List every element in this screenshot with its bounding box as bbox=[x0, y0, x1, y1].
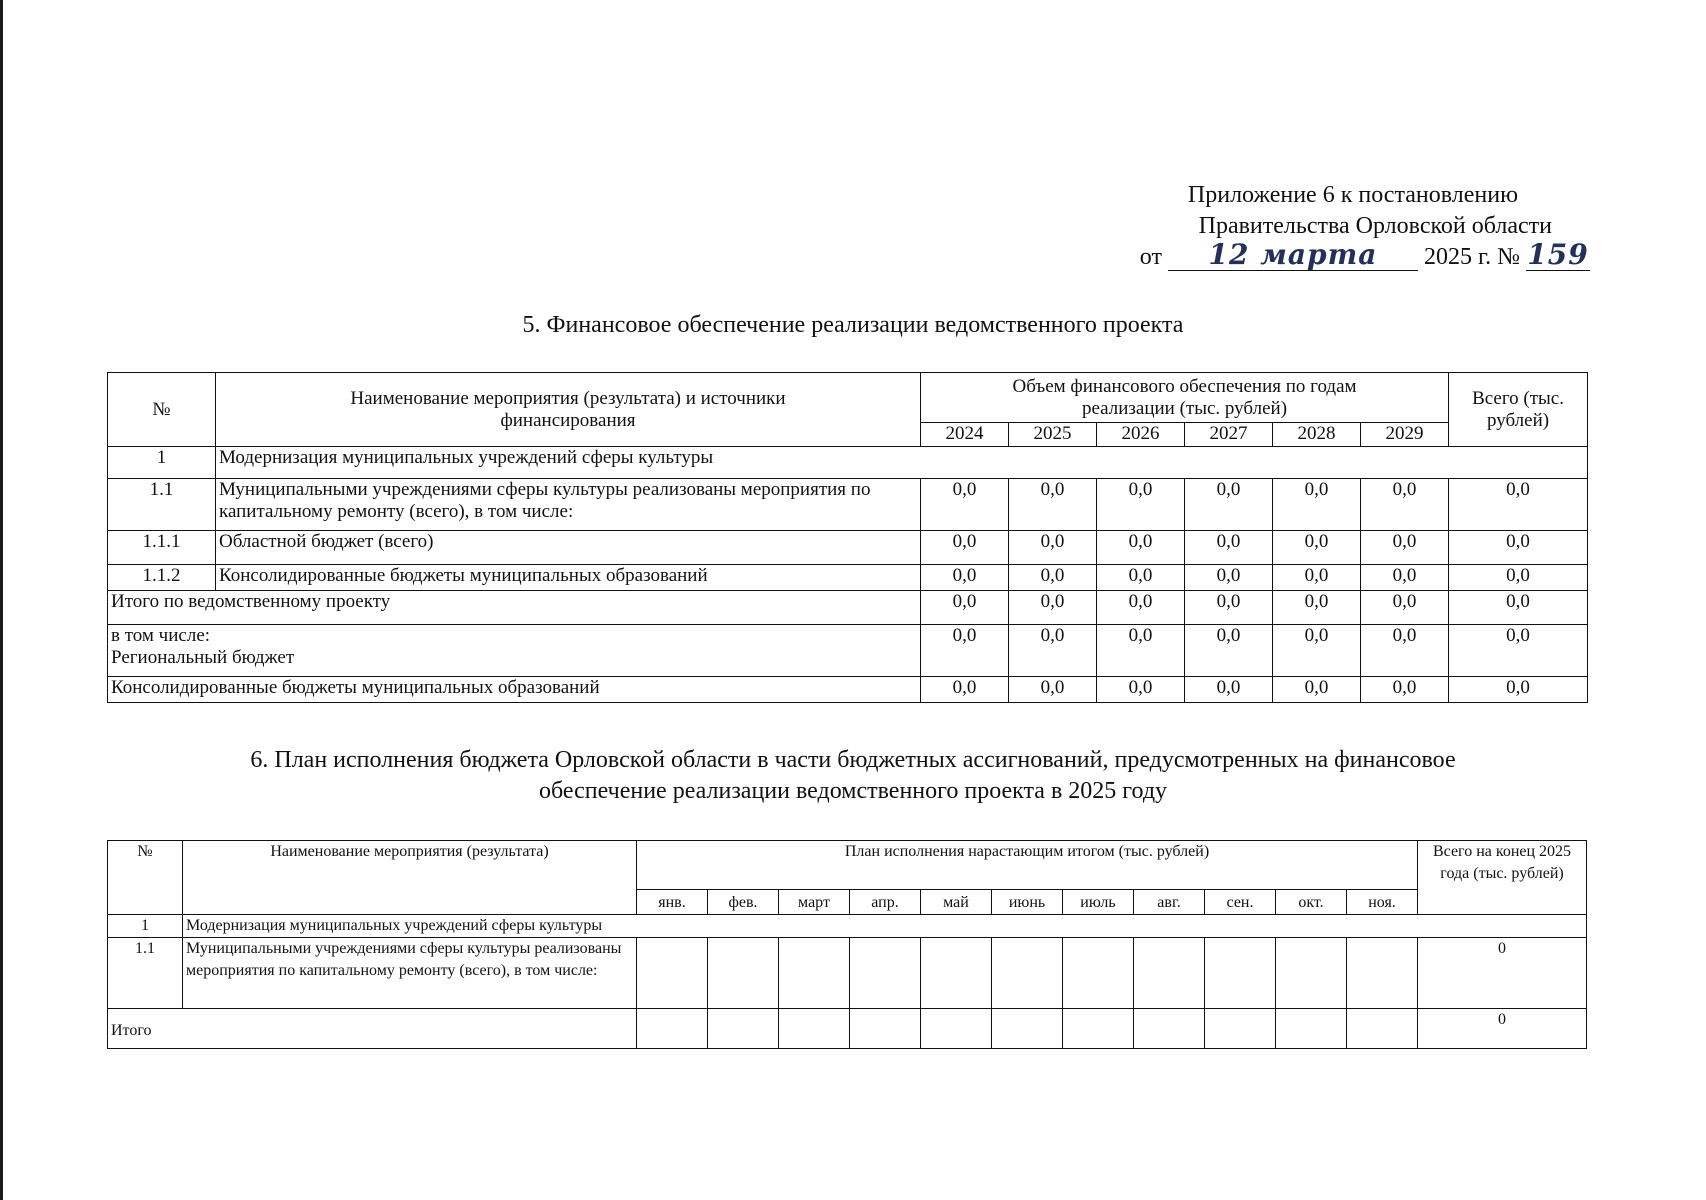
month-header: июль bbox=[1063, 890, 1134, 915]
total-cell: 0,0 bbox=[1449, 591, 1588, 625]
value-cell: 0,0 bbox=[1361, 677, 1449, 703]
value-cell: 0,0 bbox=[1097, 479, 1185, 531]
approval-header bbox=[1030, 180, 1590, 273]
row-num: 1.1 bbox=[108, 479, 216, 531]
month-header: янв. bbox=[637, 890, 708, 915]
row-num: 1.1.2 bbox=[108, 565, 216, 591]
value-cell: 0,0 bbox=[1273, 565, 1361, 591]
total-cell: 0,0 bbox=[1449, 625, 1588, 677]
year-header: 2028 bbox=[1273, 423, 1361, 447]
number-blank bbox=[1526, 238, 1590, 271]
month-cell bbox=[708, 1009, 779, 1049]
total-cell: 0,0 bbox=[1449, 531, 1588, 565]
table-row bbox=[108, 479, 1588, 531]
month-header: июнь bbox=[992, 890, 1063, 915]
year-header: 2024 bbox=[921, 423, 1009, 447]
col-header-total: Всего на конец 2025 года (тыс. рублей) bbox=[1418, 841, 1587, 915]
row-num: 1 bbox=[108, 915, 183, 938]
value-cell: 0,0 bbox=[1097, 677, 1185, 703]
month-header: май bbox=[921, 890, 992, 915]
month-cell bbox=[1134, 938, 1205, 1009]
section-6-title-line: 6. План исполнения бюджета Орловской области в части бюджетных ассигнований, предусмотренных на финансовое bbox=[250, 747, 1456, 773]
value-cell: 0,0 bbox=[1097, 625, 1185, 677]
month-cell bbox=[637, 938, 708, 1009]
year-header: 2026 bbox=[1097, 423, 1185, 447]
month-cell bbox=[637, 1009, 708, 1049]
month-cell bbox=[992, 938, 1063, 1009]
month-cell bbox=[1347, 1009, 1418, 1049]
col-header-plan: План исполнения нарастающим итогом (тыс. рублей) bbox=[637, 841, 1418, 890]
total-cell: 0 bbox=[1418, 938, 1587, 1009]
summary-row bbox=[108, 591, 1588, 625]
month-cell bbox=[1276, 938, 1347, 1009]
col-header-volume: Объем финансового обеспечения по годам реализации (тыс. рублей) bbox=[921, 373, 1449, 423]
header-line-2: Правительства Орловской области bbox=[1198, 213, 1552, 239]
scan-edge bbox=[0, 0, 3, 1200]
month-cell bbox=[1205, 1009, 1276, 1049]
value-cell: 0,0 bbox=[921, 565, 1009, 591]
table-row bbox=[108, 938, 1587, 1009]
year-header: 2027 bbox=[1185, 423, 1273, 447]
value-cell: 0,0 bbox=[1273, 625, 1361, 677]
month-cell bbox=[850, 1009, 921, 1049]
row-num: 1.1 bbox=[108, 938, 183, 1009]
value-cell: 0,0 bbox=[921, 531, 1009, 565]
date-blank bbox=[1168, 238, 1418, 271]
handwritten-date: 12 марта bbox=[1208, 238, 1378, 271]
value-cell: 0,0 bbox=[1273, 591, 1361, 625]
table-row bbox=[108, 915, 1587, 938]
month-cell bbox=[779, 1009, 850, 1049]
value-cell: 0,0 bbox=[1009, 479, 1097, 531]
financing-table bbox=[107, 372, 1588, 703]
value-cell: 0,0 bbox=[1185, 591, 1273, 625]
month-cell bbox=[850, 938, 921, 1009]
month-cell bbox=[1134, 1009, 1205, 1049]
row-label: Модернизация муниципальных учреждений сферы культуры bbox=[216, 447, 1588, 479]
total-cell: 0 bbox=[1418, 1009, 1587, 1049]
value-cell: 0,0 bbox=[1185, 479, 1273, 531]
summary-row bbox=[108, 625, 1588, 677]
value-cell: 0,0 bbox=[1361, 531, 1449, 565]
month-cell bbox=[992, 1009, 1063, 1049]
value-cell: 0,0 bbox=[1361, 479, 1449, 531]
month-cell bbox=[1205, 938, 1276, 1009]
value-cell: 0,0 bbox=[921, 677, 1009, 703]
month-cell bbox=[1063, 1009, 1134, 1049]
year-text: 2025 г. № bbox=[1423, 244, 1520, 270]
year-header: 2025 bbox=[1009, 423, 1097, 447]
value-cell: 0,0 bbox=[1097, 591, 1185, 625]
value-cell: 0,0 bbox=[1361, 625, 1449, 677]
value-cell: 0,0 bbox=[1273, 677, 1361, 703]
table-row bbox=[108, 531, 1588, 565]
header-line-3 bbox=[1030, 238, 1590, 273]
month-cell bbox=[779, 938, 850, 1009]
value-cell: 0,0 bbox=[1009, 677, 1097, 703]
month-cell bbox=[1347, 938, 1418, 1009]
value-cell: 0,0 bbox=[1185, 565, 1273, 591]
value-cell: 0,0 bbox=[1361, 565, 1449, 591]
summary-label: Итого по ведомственному проекту bbox=[108, 591, 921, 625]
month-cell bbox=[921, 938, 992, 1009]
col-header-total: Всего (тыс. рублей) bbox=[1449, 373, 1588, 447]
month-header: фев. bbox=[708, 890, 779, 915]
col-header-name: Наименование мероприятия (результата) и источники финансирования bbox=[216, 373, 921, 447]
total-cell: 0,0 bbox=[1449, 677, 1588, 703]
value-cell: 0,0 bbox=[1185, 531, 1273, 565]
row-label: Консолидированные бюджеты муниципальных образований bbox=[216, 565, 921, 591]
value-cell: 0,0 bbox=[1185, 625, 1273, 677]
summary-label: Консолидированные бюджеты муниципальных образований bbox=[108, 677, 921, 703]
row-label: Модернизация муниципальных учреждений сферы культуры bbox=[183, 915, 1587, 938]
value-cell: 0,0 bbox=[1185, 677, 1273, 703]
table-row bbox=[108, 565, 1588, 591]
value-cell: 0,0 bbox=[1009, 591, 1097, 625]
total-cell: 0,0 bbox=[1449, 565, 1588, 591]
row-num: 1 bbox=[108, 447, 216, 479]
col-header-num: № bbox=[108, 373, 216, 447]
month-header: окт. bbox=[1276, 890, 1347, 915]
summary-label-line: в том числе: bbox=[111, 625, 211, 646]
value-cell: 0,0 bbox=[921, 625, 1009, 677]
col-header-num: № bbox=[108, 841, 183, 915]
date-prefix: от bbox=[1139, 244, 1162, 270]
value-cell: 0,0 bbox=[1009, 625, 1097, 677]
header-line-1: Приложение 6 к постановлению bbox=[1187, 182, 1518, 208]
month-header: апр. bbox=[850, 890, 921, 915]
year-header: 2029 bbox=[1361, 423, 1449, 447]
summary-label bbox=[108, 625, 921, 677]
summary-label-line: Региональный бюджет bbox=[111, 647, 295, 668]
row-label: Областной бюджет (всего) bbox=[216, 531, 921, 565]
value-cell: 0,0 bbox=[1009, 531, 1097, 565]
summary-row bbox=[108, 677, 1588, 703]
month-header: сен. bbox=[1205, 890, 1276, 915]
summary-row bbox=[108, 1009, 1587, 1049]
budget-plan-table bbox=[107, 840, 1587, 1049]
section-6-title-line: обеспечение реализации ведомственного проекта в 2025 году bbox=[538, 778, 1168, 804]
value-cell: 0,0 bbox=[1273, 531, 1361, 565]
value-cell: 0,0 bbox=[921, 591, 1009, 625]
handwritten-number: 159 bbox=[1527, 238, 1589, 271]
col-header-name: Наименование мероприятия (результата) bbox=[183, 841, 637, 915]
value-cell: 0,0 bbox=[1097, 531, 1185, 565]
summary-label: Итого bbox=[108, 1009, 637, 1049]
row-num: 1.1.1 bbox=[108, 531, 216, 565]
month-header: март bbox=[779, 890, 850, 915]
value-cell: 0,0 bbox=[921, 479, 1009, 531]
section-5-title: 5. Финансовое обеспечение реализации ведомственного проекта bbox=[522, 312, 1184, 338]
total-cell: 0,0 bbox=[1449, 479, 1588, 531]
row-label: Муниципальными учреждениями сферы культуры реализованы мероприятия по капитальному ремонту (всего), в том числе: bbox=[216, 479, 921, 531]
row-label: Муниципальными учреждениями сферы культуры реализованы мероприятия по капитальному ремонту (всего), в том числе: bbox=[183, 938, 637, 1009]
month-cell bbox=[1276, 1009, 1347, 1049]
table-row bbox=[108, 447, 1588, 479]
month-cell bbox=[708, 938, 779, 1009]
value-cell: 0,0 bbox=[1009, 565, 1097, 591]
value-cell: 0,0 bbox=[1273, 479, 1361, 531]
month-cell bbox=[1063, 938, 1134, 1009]
month-header: ноя. bbox=[1347, 890, 1418, 915]
month-cell bbox=[921, 1009, 992, 1049]
month-header: авг. bbox=[1134, 890, 1205, 915]
section-6-title bbox=[0, 745, 1706, 807]
value-cell: 0,0 bbox=[1361, 591, 1449, 625]
value-cell: 0,0 bbox=[1097, 565, 1185, 591]
